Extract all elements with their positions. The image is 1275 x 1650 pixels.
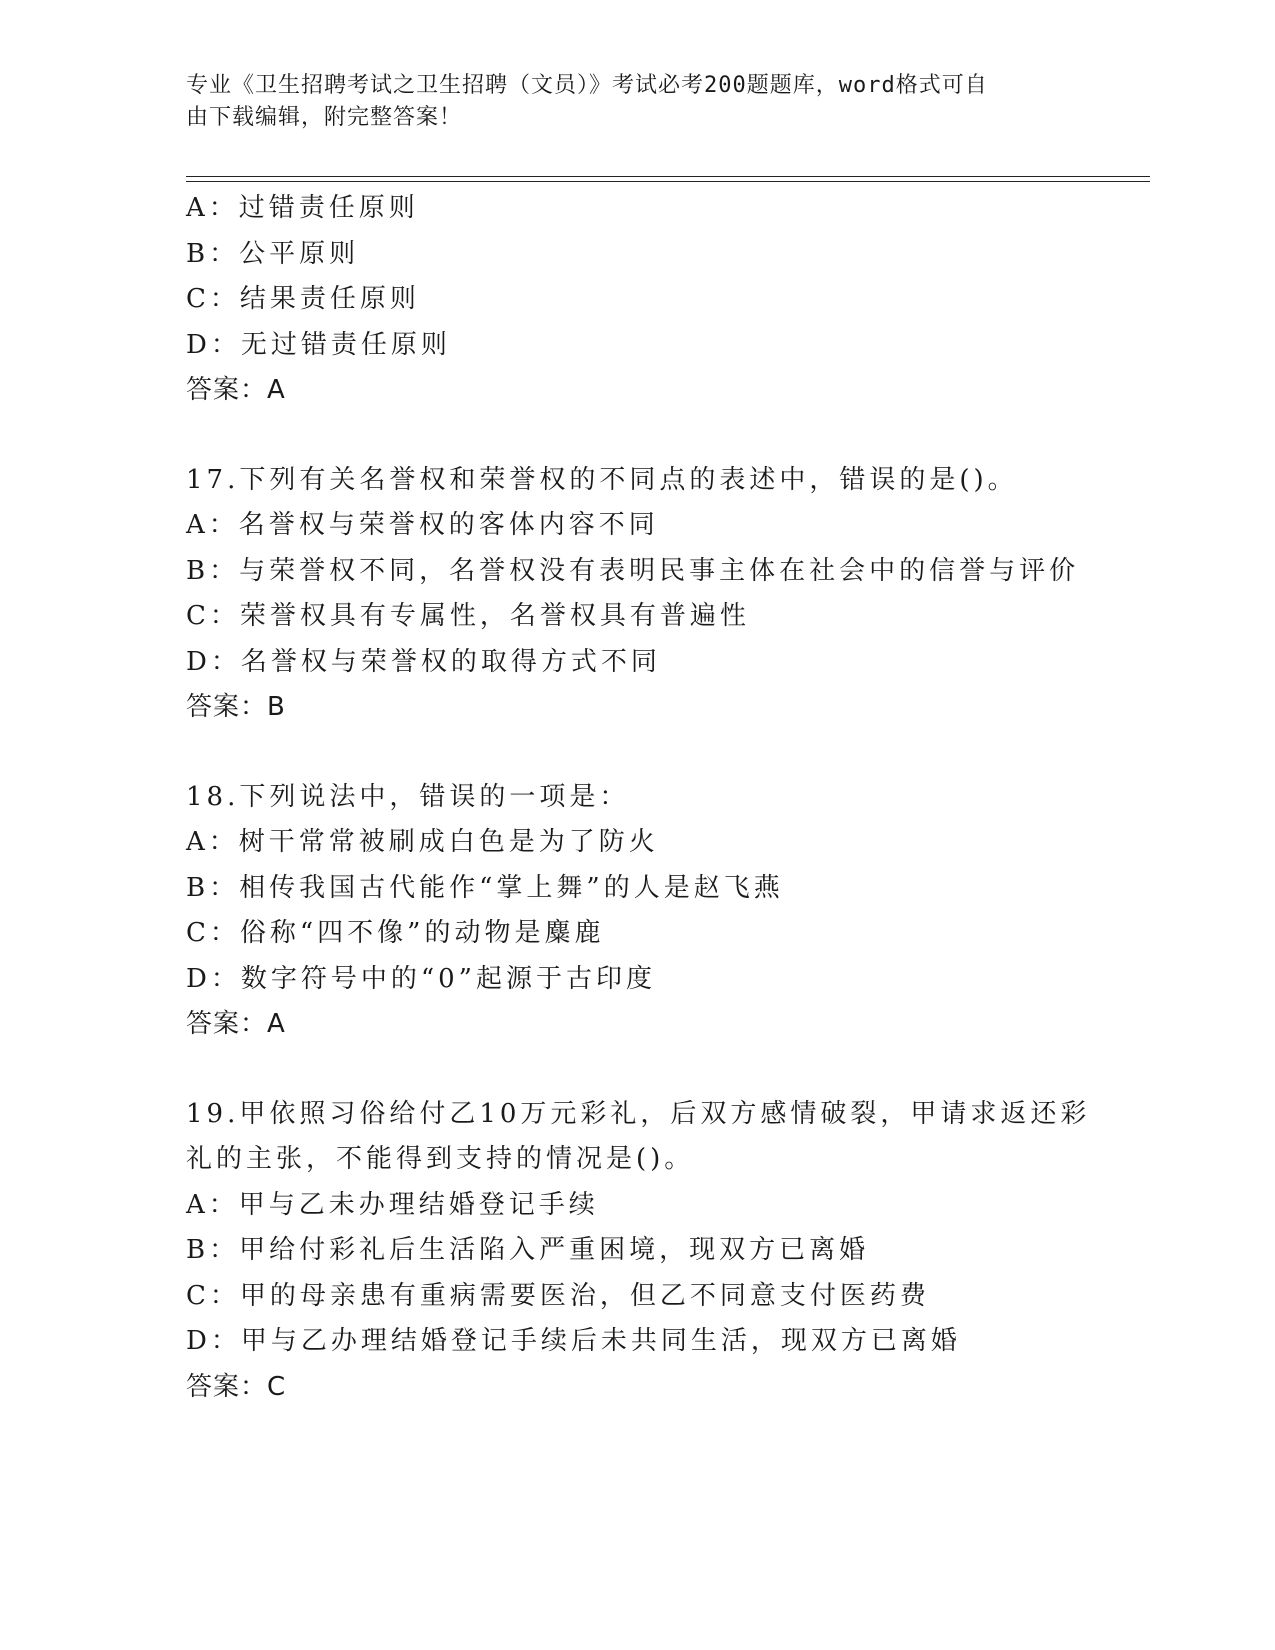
option-a: A：甲与乙未办理结婚登记手续 bbox=[186, 1189, 599, 1220]
question-list bbox=[186, 186, 1150, 1410]
answer-label: 答案：C bbox=[186, 1371, 287, 1402]
option-b: B：甲给付彩礼后生活陷入严重困境，现双方已离婚 bbox=[186, 1235, 870, 1265]
answer-label: 答案：A bbox=[186, 1009, 286, 1039]
header-divider-top bbox=[186, 176, 1150, 177]
option-c: C：结果责任原则 bbox=[186, 284, 420, 314]
option-c: C：荣誉权具有专属性，名誉权具有普遍性 bbox=[186, 601, 750, 631]
question-stem: 18.下列说法中，错误的一项是： bbox=[186, 781, 630, 812]
question-stem-line-1: 19.甲依照习俗给付乙10万元彩礼，后双方感情破裂，甲请求返还彩 bbox=[186, 1098, 1091, 1129]
option-b: B：公平原则 bbox=[186, 238, 360, 269]
question-stem: 17.下列有关名誉权和荣誉权的不同点的表述中，错误的是()。 bbox=[186, 464, 1018, 495]
option-a: A：名誉权与荣誉权的客体内容不同 bbox=[186, 510, 659, 540]
answer-label: 答案：B bbox=[186, 692, 286, 722]
option-c: C：俗称“四不像”的动物是麋鹿 bbox=[186, 918, 605, 948]
question-18 bbox=[186, 775, 1150, 1048]
document-header bbox=[186, 70, 1066, 134]
question-16-partial bbox=[186, 186, 1150, 414]
option-b: B：相传我国古代能作“掌上舞”的人是赵飞燕 bbox=[186, 872, 784, 903]
header-line-2: 由下载编辑，附完整答案！ bbox=[186, 105, 463, 130]
answer-label: 答案：A bbox=[186, 375, 286, 405]
header-divider-bottom bbox=[186, 181, 1150, 182]
option-b: B：与荣誉权不同，名誉权没有表明民事主体在社会中的信誉与评价 bbox=[186, 555, 1080, 586]
header-line-1: 专业《卫生招聘考试之卫生招聘（文员）》考试必考200题题库，word格式可自 bbox=[186, 73, 988, 98]
option-d: D：名誉权与荣誉权的取得方式不同 bbox=[186, 646, 661, 677]
question-19 bbox=[186, 1092, 1150, 1411]
question-stem-line-2: 礼的主张，不能得到支持的情况是()。 bbox=[186, 1144, 695, 1174]
option-c: C：甲的母亲患有重病需要医治，但乙不同意支付医药费 bbox=[186, 1280, 930, 1311]
option-a: A：树干常常被刷成白色是为了防火 bbox=[186, 827, 659, 857]
option-d: D：数字符号中的“0”起源于古印度 bbox=[186, 963, 656, 994]
option-a: A：过错责任原则 bbox=[186, 193, 419, 223]
question-17 bbox=[186, 458, 1150, 731]
option-d: D：甲与乙办理结婚登记手续后未共同生活，现双方已离婚 bbox=[186, 1326, 961, 1356]
option-d: D：无过错责任原则 bbox=[186, 329, 451, 360]
